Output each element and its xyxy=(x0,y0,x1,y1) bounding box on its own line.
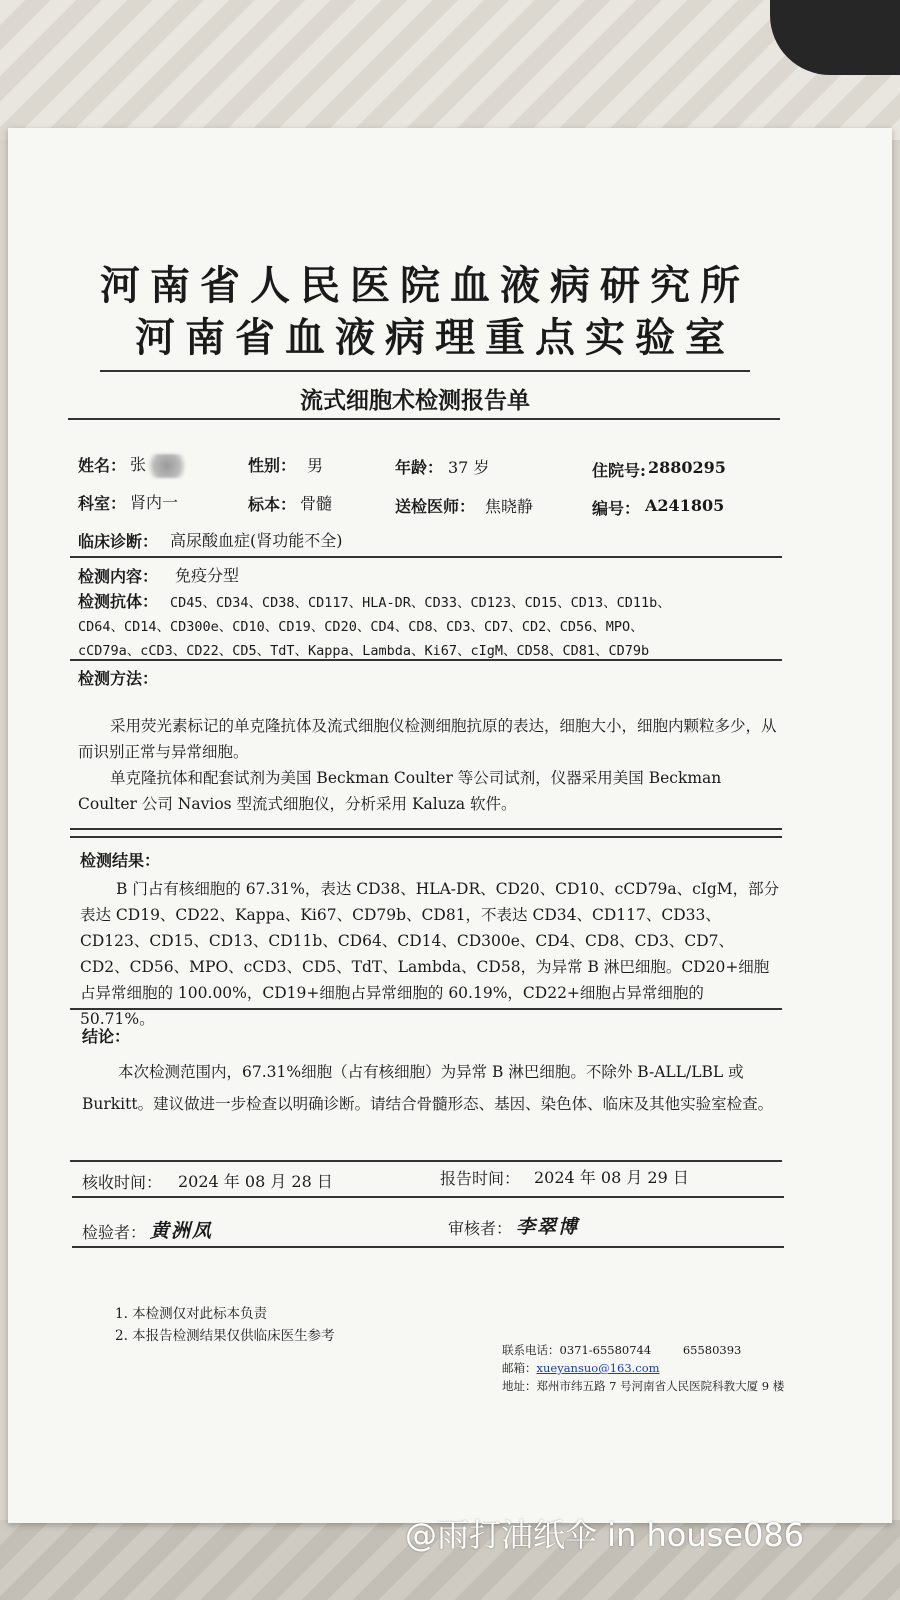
reviewer-label: 审核者： xyxy=(448,1219,513,1238)
antibody-line-1: CD45、CD34、CD38、CD117、HLA-DR、CD33、CD123、CD15、CD13、CD11b、 xyxy=(170,595,671,611)
conclusion-text: 本次检测范围内，67.31%细胞（占有核细胞）为异常 B 淋巴细胞。不除外 B-ALL/LBL 或 Burkitt。建议做进一步检查以明确诊断。请结合骨髓形态、基因、染色体、临床及其他实验室检查。 xyxy=(82,1063,774,1113)
received-time-label: 核收时间： xyxy=(82,1173,163,1192)
antibody-label: 检测抗体： xyxy=(78,592,159,611)
report-time-label: 报告时间： xyxy=(440,1169,521,1188)
age-label: 年龄： xyxy=(395,458,444,477)
specimen-label: 标本： xyxy=(248,495,297,514)
institute-title: 河南省人民医院血液病研究所 xyxy=(100,262,750,309)
divider-dates xyxy=(72,1196,784,1198)
email-label: 邮箱： xyxy=(502,1361,537,1375)
test-content-label: 检测内容： xyxy=(78,567,159,586)
conclusion-label: 结论： xyxy=(82,1027,131,1046)
id-label: 编号： xyxy=(592,499,641,518)
divider-signatures xyxy=(72,1246,784,1248)
method-paragraph-1: 采用荧光素标记的单克隆抗体及流式细胞仪检测细胞抗原的表达，细胞大小，细胞内颗粒多少，从而识别正常与异常细胞。 xyxy=(78,717,777,761)
id-value: A241805 xyxy=(645,496,725,515)
address-value: 郑州市纬五路 7 号河南省人民医院科教大厦 9 楼 xyxy=(536,1379,785,1393)
email-link[interactable]: xueyansuo@163.com xyxy=(536,1361,660,1375)
lab-title: 河南省血液病理重点实验室 xyxy=(135,314,735,361)
tester-label: 检验者： xyxy=(82,1223,147,1242)
divider-conclusion xyxy=(70,1160,782,1162)
department-label: 科室： xyxy=(78,494,127,513)
report-title: 流式细胞术检测报告单 xyxy=(300,387,530,414)
name-label: 姓名： xyxy=(78,456,127,475)
note-1: 1. 本检测仅对此标本负责 xyxy=(115,1306,268,1322)
antibody-line-3: cCD79a、cCD3、CD22、CD5、TdT、Kappa、Lambda、Ki67、cIgM、CD58、CD81、CD79b xyxy=(78,643,650,659)
tester-signature: 黄洲凤 xyxy=(150,1220,214,1242)
contact-email xyxy=(502,1360,660,1376)
diagnosis-label: 临床诊断： xyxy=(78,532,159,551)
diagnosis-value: 高尿酸血症(肾功能不全) xyxy=(170,531,343,550)
reviewer-signature: 李翠博 xyxy=(516,1216,580,1238)
note-2: 2. 本报告检测结果仅供临床医生参考 xyxy=(115,1328,335,1344)
address-label: 地址： xyxy=(502,1379,537,1393)
divider-method-2 xyxy=(70,836,782,838)
specimen-value: 骨髓 xyxy=(300,494,333,513)
divider-diagnosis xyxy=(70,556,782,558)
name-value xyxy=(130,452,188,478)
gender-label: 性别： xyxy=(248,456,297,475)
test-content-value: 免疫分型 xyxy=(175,566,240,585)
doctor-value: 焦晓静 xyxy=(485,497,534,516)
divider-result xyxy=(70,1008,782,1010)
admission-value: 2880295 xyxy=(648,458,726,477)
divider-antibody xyxy=(70,659,782,661)
result-label: 检测结果： xyxy=(80,851,161,870)
contact-address xyxy=(502,1378,784,1394)
phone-2: 65580393 xyxy=(682,1343,742,1357)
gender-value: 男 xyxy=(307,456,324,475)
doctor-label: 送检医师： xyxy=(395,497,476,516)
antibody-line-2: CD64、CD14、CD300e、CD10、CD19、CD20、CD4、CD8、CD3、CD7、CD2、CD56、MPO、 xyxy=(78,619,644,635)
redaction-blur xyxy=(146,454,188,478)
divider-method-1 xyxy=(70,828,782,830)
report-time-value: 2024 年 08 月 29 日 xyxy=(534,1168,689,1187)
admission-label: 住院号: xyxy=(592,461,646,480)
age-value: 37 岁 xyxy=(448,458,490,477)
phone-1: 0371-65580744 xyxy=(559,1343,652,1357)
phone-label: 联系电话： xyxy=(502,1343,560,1357)
name-redacted-char: 张 xyxy=(130,455,147,474)
background-fabric-top xyxy=(0,0,900,140)
contact-phone xyxy=(502,1342,741,1358)
result-text: B 门占有核细胞的 67.31%，表达 CD38、HLA-DR、CD20、CD10、cCD79a、cIgM，部分表达 CD19、CD22、Kappa、Ki67、CD79b、CD81，不表达 CD34、CD117、CD33、CD123、CD15、CD13、CD11b、CD64、CD14、CD300e、CD4、CD8、CD3、CD7、CD2、CD56、MPO、cCD3、CD5、TdT、Lambda、CD58，为异常 B 淋巴细胞。CD20+细胞占异常细胞的 100.00%，CD19+细胞占异常细胞的 60.19%，CD22+细胞占异常细胞的 50.71%。 xyxy=(80,880,780,1028)
department-value: 肾内一 xyxy=(130,493,179,512)
divider-header xyxy=(68,418,780,420)
divider-top xyxy=(100,370,750,372)
watermark-text: @雨打油纸伞 in house086 xyxy=(405,1516,805,1554)
received-time-value: 2024 年 08 月 28 日 xyxy=(178,1172,333,1191)
method-label: 检测方法： xyxy=(78,669,159,688)
method-paragraph-2: 单克隆抗体和配套试剂为美国 Beckman Coulter 等公司试剂，仪器采用美国 Beckman Coulter 公司 Navios 型流式细胞仪，分析采用 Kaluza 软件。 xyxy=(78,769,722,813)
